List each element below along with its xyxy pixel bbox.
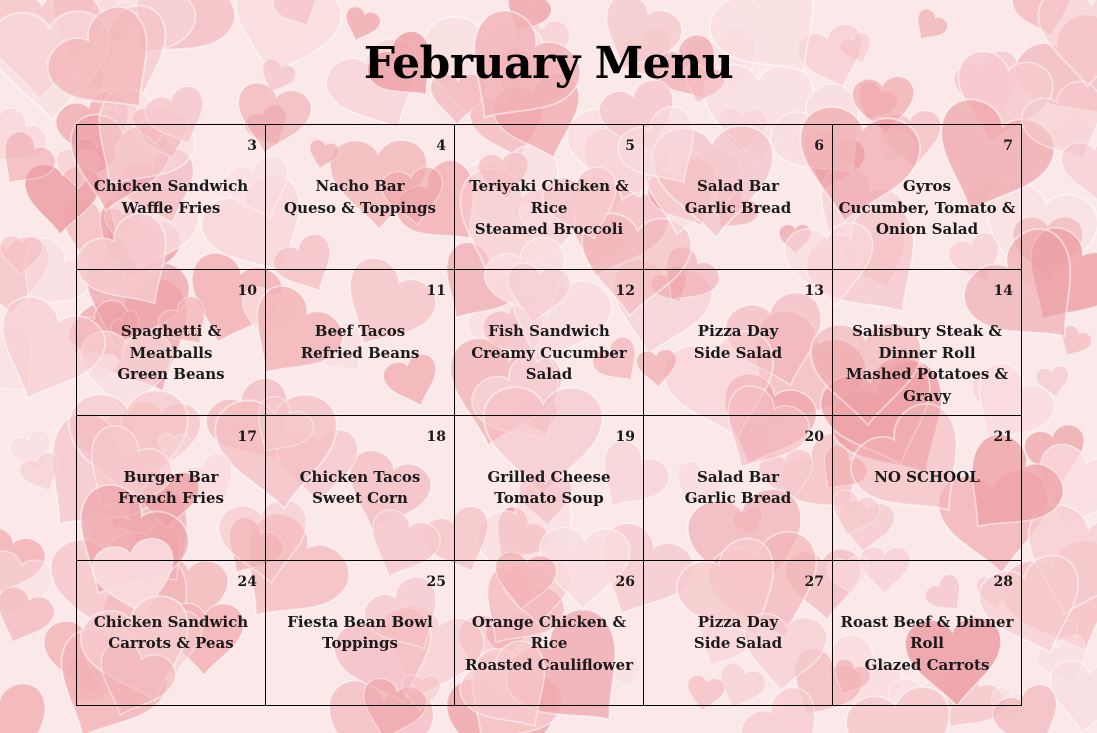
day-number: 5 [625,138,635,154]
day-number: 7 [1003,138,1013,154]
meal-description [81,467,261,510]
calendar-cell [833,125,1022,270]
calendar-cell [455,561,644,706]
meal-description [459,612,639,677]
calendar-cell [266,561,455,706]
meal-line: Chicken Sandwich [93,612,249,631]
page-title: February Menu [363,38,734,89]
day-number: 10 [237,283,257,300]
day-number: 17 [237,428,257,445]
meal-line: Side Salad [693,634,783,653]
calendar-cell [77,561,266,706]
meal-line: Sweet Corn [312,489,408,507]
meal-description [270,321,450,364]
meal-line: Refried Beans [300,343,420,362]
meal-line: Glazed Carrots [864,655,990,674]
calendar-cell [644,125,833,270]
meal-line: Mashed Potatoes & [845,365,1009,384]
calendar-cell [833,416,1022,561]
meal-line: Green Beans [117,365,225,384]
calendar-cell [644,416,833,561]
day-number: 18 [426,428,446,445]
meal-description [648,176,828,219]
meal-line: Toppings [322,634,398,653]
meal-line: Salad [525,365,573,384]
meal-line: Nacho Bar [315,177,405,195]
calendar-cell [455,416,644,561]
calendar-cell [455,125,644,270]
calendar-cell [77,416,266,561]
meal-description [459,467,639,510]
meal-description [837,467,1017,489]
meal-line: Orange Chicken & Rice [471,612,627,653]
meal-description [837,612,1017,677]
meal-line: Side Salad [693,343,783,362]
meal-description [837,321,1017,407]
meal-line: Roast Beef & Dinner [840,612,1014,631]
meal-line: Spaghetti & Meatballs [120,322,222,362]
meal-description [81,176,261,219]
calendar-cell [644,270,833,415]
meal-description [270,467,450,510]
meal-line: NO SCHOOL [874,467,980,486]
calendar-cell [266,416,455,561]
day-number: 6 [814,138,824,154]
calendar-cell [77,125,266,270]
meal-line: Garlic Bread [684,198,792,217]
meal-line: Chicken Tacos [299,467,421,486]
calendar-cell [644,561,833,706]
day-number: 3 [247,138,257,154]
day-number: 14 [993,283,1013,300]
meal-line: Salad Bar [697,177,779,195]
meal-description [270,176,450,219]
meal-description [648,321,828,364]
meal-line: Queso & Toppings [284,198,436,217]
day-number: 26 [615,573,635,590]
meal-line: Burger Bar [123,467,219,486]
calendar-cell [833,561,1022,706]
day-number: 19 [615,428,635,445]
meal-line: Gravy [903,386,951,405]
meal-line: Garlic Bread [684,489,792,507]
meal-line: Roasted Cauliflower [464,655,634,674]
meal-line: Beef Tacos [314,322,406,341]
meal-line: Pizza Day [697,612,779,631]
meal-line: Cucumber, Tomato & [838,198,1016,217]
meal-description [270,612,450,655]
meal-line: French Fries [118,489,224,507]
meal-line: Waffle Fries [121,198,221,217]
meal-description [648,467,828,510]
day-number: 20 [804,428,824,445]
meal-line: Pizza Day [697,322,779,341]
day-number: 4 [436,138,446,154]
day-number: 25 [426,573,446,590]
day-number: 13 [804,283,824,300]
meal-line: Salisbury Steak & [852,322,1002,341]
meal-line: Gyros [903,177,951,195]
menu-calendar-grid [76,124,1022,706]
meal-line: Fiesta Bean Bowl [287,612,433,631]
calendar-cell [455,270,644,415]
calendar-cell [266,270,455,415]
meal-line: Carrots & Peas [108,634,234,653]
meal-line: Onion Salad [875,220,979,238]
day-number: 27 [804,573,824,590]
day-number: 28 [993,573,1013,590]
meal-line: Salad Bar [697,467,779,486]
meal-line: Creamy Cucumber [471,343,627,362]
meal-line: Rice [530,198,568,217]
meal-line: Steamed Broccoli [474,220,624,238]
meal-description [81,321,261,386]
meal-line: Fish Sandwich [488,322,610,341]
calendar-cell [77,270,266,415]
meal-line: Dinner Roll [878,343,976,362]
meal-description [81,612,261,655]
day-number: 21 [993,428,1013,445]
day-number: 11 [426,283,446,300]
meal-line: Grilled Cheese [487,467,611,486]
meal-description [648,612,828,655]
meal-line: Chicken Sandwich [93,177,249,195]
calendar-cell [833,270,1022,415]
meal-line: Roll [910,634,944,653]
day-number: 12 [615,283,635,300]
meal-description [837,176,1017,241]
calendar-cell [266,125,455,270]
meal-description [459,176,639,241]
day-number: 24 [237,573,257,590]
meal-description [459,321,639,386]
meal-line: Teriyaki Chicken & [469,177,629,195]
meal-line: Tomato Soup [494,489,604,507]
